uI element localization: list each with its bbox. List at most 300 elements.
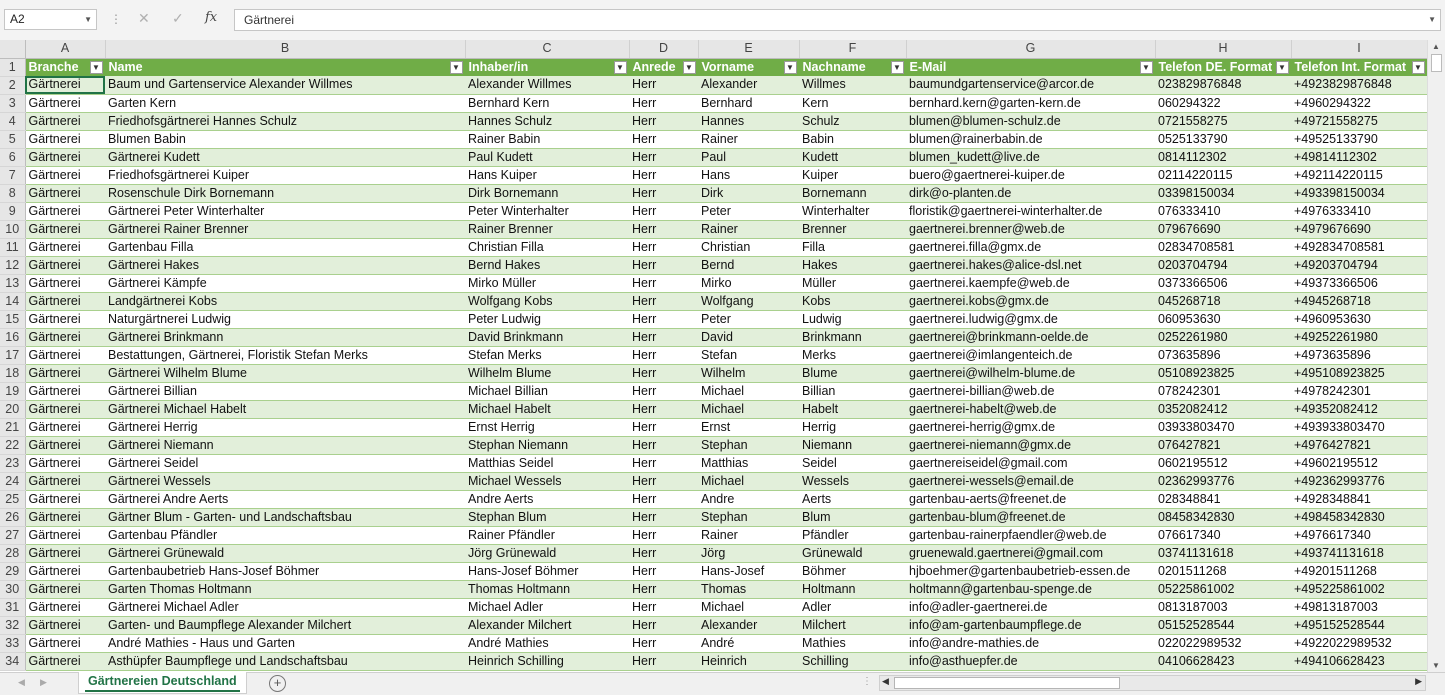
table-cell[interactable]: 073635896 [1155,346,1291,364]
table-cell[interactable]: 076333410 [1155,202,1291,220]
table-cell[interactable]: Wolfgang Kobs [465,292,629,310]
table-cell[interactable]: Stefan [698,346,799,364]
header-cell[interactable] [25,58,105,76]
table-cell[interactable]: Herr [629,202,698,220]
table-cell[interactable]: Gärtnerei [25,508,105,526]
table-cell[interactable]: Herr [629,562,698,580]
table-cell[interactable]: gaertnerei@wilhelm-blume.de [906,364,1155,382]
table-cell[interactable]: Gärtnerei [25,526,105,544]
table-cell[interactable]: Jörg Grünewald [465,544,629,562]
table-cell[interactable]: Baum und Gartenservice Alexander Willmes [105,76,465,94]
table-cell[interactable]: Aerts [799,490,906,508]
table-cell[interactable]: Gärtnerei [25,454,105,472]
table-cell[interactable]: gartenbau-blum@freenet.de [906,508,1155,526]
table-cell[interactable]: Holtmann [799,580,906,598]
table-cell[interactable]: +4922022989532 [1291,634,1427,652]
selected-cell[interactable]: Gärtnerei [25,76,105,94]
table-cell[interactable]: 05152528544 [1155,616,1291,634]
table-cell[interactable]: Alexander Milchert [465,616,629,634]
row-header[interactable]: 9 [0,202,25,220]
table-cell[interactable]: Michael [698,598,799,616]
table-cell[interactable]: Dirk [698,184,799,202]
table-cell[interactable]: Alexander Willmes [465,76,629,94]
tab-split-handle-icon[interactable]: ⋮ [862,676,872,687]
table-cell[interactable]: 05225861002 [1155,580,1291,598]
table-cell[interactable]: 076617340 [1155,526,1291,544]
table-cell[interactable]: Gärtnerei [25,328,105,346]
table-cell[interactable]: Merks [799,346,906,364]
cancel-icon[interactable]: ✕ [138,10,150,26]
table-cell[interactable]: +4973635896 [1291,346,1427,364]
row-header[interactable]: 17 [0,346,25,364]
table-cell[interactable]: info@am-gartenbaumpflege.de [906,616,1155,634]
table-cell[interactable]: Mathies [799,634,906,652]
table-cell[interactable]: +4976333410 [1291,202,1427,220]
select-all-corner[interactable] [0,40,25,58]
table-cell[interactable]: Gärtnerei [25,382,105,400]
table-cell[interactable]: Stephan Blum [465,508,629,526]
table-cell[interactable]: 03398150034 [1155,184,1291,202]
table-cell[interactable]: dirk@o-planten.de [906,184,1155,202]
table-cell[interactable]: Herr [629,274,698,292]
table-cell[interactable]: Blume [799,364,906,382]
table-cell[interactable]: David Brinkmann [465,328,629,346]
table-cell[interactable]: 0373366506 [1155,274,1291,292]
table-cell[interactable]: Milchert [799,616,906,634]
table-cell[interactable]: Seidel [799,454,906,472]
filter-dropdown-icon[interactable]: ▼ [784,61,797,74]
row-header[interactable]: 12 [0,256,25,274]
table-cell[interactable]: Friedhofsgärtnerei Hannes Schulz [105,112,465,130]
row-header[interactable]: 13 [0,274,25,292]
name-box[interactable] [4,9,97,30]
table-cell[interactable]: 03741131618 [1155,544,1291,562]
table-cell[interactable]: Gärtnerei [25,616,105,634]
table-cell[interactable]: Alexander [698,616,799,634]
table-cell[interactable]: +49203704794 [1291,256,1427,274]
table-cell[interactable]: Gärtnerei [25,634,105,652]
table-cell[interactable]: Wessels [799,472,906,490]
table-cell[interactable]: Herr [629,310,698,328]
column-header[interactable]: I [1291,40,1427,58]
table-cell[interactable]: Landgärtnerei Kobs [105,292,465,310]
table-cell[interactable]: 0203704794 [1155,256,1291,274]
table-cell[interactable]: 02114220115 [1155,166,1291,184]
table-cell[interactable]: 0721558275 [1155,112,1291,130]
table-cell[interactable]: Michael Wessels [465,472,629,490]
table-cell[interactable]: Gärtnerei [25,166,105,184]
table-cell[interactable]: +498458342830 [1291,508,1427,526]
table-cell[interactable]: Bernd Hakes [465,256,629,274]
table-cell[interactable]: Gärtnerei [25,418,105,436]
table-cell[interactable]: Gärtnerei [25,238,105,256]
table-cell[interactable]: Michael [698,400,799,418]
horizontal-scrollbar[interactable] [879,675,1426,691]
table-cell[interactable]: Gärtnerei Grünewald [105,544,465,562]
table-cell[interactable]: Gärtnerei [25,436,105,454]
table-cell[interactable]: gartenbau-rainerpfaendler@web.de [906,526,1155,544]
table-cell[interactable]: Hannes [698,112,799,130]
table-cell[interactable]: 079676690 [1155,220,1291,238]
table-cell[interactable]: +492114220115 [1291,166,1427,184]
table-cell[interactable]: Gärtnerei Wessels [105,472,465,490]
table-cell[interactable]: Wolfgang [698,292,799,310]
table-cell[interactable]: Michael Adler [465,598,629,616]
table-cell[interactable]: Herr [629,148,698,166]
table-cell[interactable]: Andre [698,490,799,508]
table-cell[interactable]: 028348841 [1155,490,1291,508]
table-cell[interactable]: Brenner [799,220,906,238]
header-cell[interactable] [1155,58,1291,76]
table-cell[interactable]: Rainer Babin [465,130,629,148]
table-cell[interactable]: Kobs [799,292,906,310]
table-cell[interactable]: 060953630 [1155,310,1291,328]
table-cell[interactable]: Asthüpfer Baumpflege und Landschaftsbau [105,652,465,670]
table-cell[interactable]: Michael Habelt [465,400,629,418]
table-cell[interactable]: Herr [629,130,698,148]
table-cell[interactable]: Bornemann [799,184,906,202]
insert-function-icon[interactable]: fx [205,10,218,25]
table-cell[interactable]: Gärtnerei [25,598,105,616]
table-cell[interactable]: David [698,328,799,346]
row-header[interactable]: 7 [0,166,25,184]
table-cell[interactable]: Herr [629,526,698,544]
table-cell[interactable]: Gärtner Blum - Garten- und Landschaftsbau [105,508,465,526]
scroll-right-icon[interactable]: ▶ [1415,676,1422,686]
table-cell[interactable]: Wilhelm Blume [465,364,629,382]
table-cell[interactable]: Gärtnerei Brinkmann [105,328,465,346]
table-cell[interactable]: Hannes Schulz [465,112,629,130]
table-cell[interactable]: Matthias Seidel [465,454,629,472]
row-header[interactable]: 15 [0,310,25,328]
table-cell[interactable]: Peter [698,202,799,220]
table-cell[interactable]: Paul Kudett [465,148,629,166]
table-cell[interactable]: Gärtnerei [25,346,105,364]
table-cell[interactable]: Herr [629,472,698,490]
table-cell[interactable]: Herr [629,256,698,274]
table-cell[interactable]: +4923829876848 [1291,76,1427,94]
table-cell[interactable]: Gärtnerei [25,490,105,508]
table-cell[interactable]: +49813187003 [1291,598,1427,616]
table-cell[interactable]: +49352082412 [1291,400,1427,418]
table-cell[interactable]: 076427821 [1155,436,1291,454]
table-cell[interactable]: Garten Thomas Holtmann [105,580,465,598]
table-cell[interactable]: Gärtnerei [25,652,105,670]
table-cell[interactable]: 023829876848 [1155,76,1291,94]
table-cell[interactable]: Herr [629,382,698,400]
table-cell[interactable]: Herr [629,166,698,184]
table-cell[interactable]: 045268718 [1155,292,1291,310]
table-cell[interactable]: Grünewald [799,544,906,562]
table-cell[interactable]: Friedhofsgärtnerei Kuiper [105,166,465,184]
table-cell[interactable]: Blum [799,508,906,526]
table-cell[interactable]: Babin [799,130,906,148]
table-cell[interactable]: Hans-Josef [698,562,799,580]
table-cell[interactable]: Hans Kuiper [465,166,629,184]
table-cell[interactable]: Gartenbaubetrieb Hans-Josef Böhmer [105,562,465,580]
chevron-down-icon[interactable]: ▼ [84,15,92,24]
table-cell[interactable]: Michael Billian [465,382,629,400]
header-cell[interactable] [465,58,629,76]
table-cell[interactable]: Gärtnerei [25,184,105,202]
row-header[interactable]: 20 [0,400,25,418]
table-cell[interactable]: Bernhard Kern [465,94,629,112]
table-cell[interactable]: Matthias [698,454,799,472]
row-header[interactable]: 2 [0,76,25,94]
table-cell[interactable]: Hans-Josef Böhmer [465,562,629,580]
row-header[interactable]: 32 [0,616,25,634]
table-cell[interactable]: Herr [629,580,698,598]
table-cell[interactable]: 0525133790 [1155,130,1291,148]
table-cell[interactable]: gaertnerei.brenner@web.de [906,220,1155,238]
table-cell[interactable]: Kudett [799,148,906,166]
table-cell[interactable]: Gärtnerei [25,94,105,112]
table-cell[interactable]: Filla [799,238,906,256]
table-cell[interactable]: Hans [698,166,799,184]
table-cell[interactable]: Gärtnerei [25,148,105,166]
add-sheet-icon[interactable]: + [269,675,286,692]
table-cell[interactable]: Christian [698,238,799,256]
table-cell[interactable]: Rainer [698,130,799,148]
table-cell[interactable]: Stephan [698,436,799,454]
table-cell[interactable]: gaertnerei.kaempfe@web.de [906,274,1155,292]
table-cell[interactable]: André [698,634,799,652]
table-cell[interactable]: Herr [629,112,698,130]
column-header[interactable]: G [906,40,1155,58]
row-header[interactable]: 31 [0,598,25,616]
table-cell[interactable]: gaertnerei-habelt@web.de [906,400,1155,418]
table-cell[interactable]: Rainer [698,220,799,238]
table-cell[interactable]: Gärtnerei Kudett [105,148,465,166]
table-cell[interactable]: Rainer Pfändler [465,526,629,544]
table-cell[interactable]: +492362993776 [1291,472,1427,490]
table-cell[interactable]: Thomas [698,580,799,598]
table-cell[interactable]: Herr [629,328,698,346]
table-cell[interactable]: Thomas Holtmann [465,580,629,598]
row-header[interactable]: 5 [0,130,25,148]
table-cell[interactable]: André Mathies - Haus und Garten [105,634,465,652]
table-cell[interactable]: floristik@gaertnerei-winterhalter.de [906,202,1155,220]
column-header[interactable]: D [629,40,698,58]
table-cell[interactable]: 03933803470 [1155,418,1291,436]
table-cell[interactable]: +4976427821 [1291,436,1427,454]
table-cell[interactable]: 08458342830 [1155,508,1291,526]
table-cell[interactable]: Dirk Bornemann [465,184,629,202]
table-cell[interactable]: gaertnerei.filla@gmx.de [906,238,1155,256]
table-cell[interactable]: Gärtnerei Kämpfe [105,274,465,292]
row-header[interactable]: 21 [0,418,25,436]
filter-dropdown-icon[interactable]: ▼ [1140,61,1153,74]
row-header[interactable]: 11 [0,238,25,256]
table-cell[interactable]: Gärtnerei [25,310,105,328]
table-cell[interactable]: Herr [629,364,698,382]
table-cell[interactable]: Michael [698,382,799,400]
table-cell[interactable]: +493933803470 [1291,418,1427,436]
column-header[interactable]: A [25,40,105,58]
table-cell[interactable]: Peter Winterhalter [465,202,629,220]
table-cell[interactable]: Brinkmann [799,328,906,346]
table-cell[interactable]: Jörg [698,544,799,562]
row-header[interactable]: 30 [0,580,25,598]
table-cell[interactable]: 02362993776 [1155,472,1291,490]
table-cell[interactable]: gaertnerei.ludwig@gmx.de [906,310,1155,328]
table-cell[interactable]: Winterhalter [799,202,906,220]
table-cell[interactable]: +4960953630 [1291,310,1427,328]
table-cell[interactable]: Billian [799,382,906,400]
table-cell[interactable]: gaertnereiseidel@gmail.com [906,454,1155,472]
row-header[interactable]: 16 [0,328,25,346]
table-cell[interactable]: bernhard.kern@garten-kern.de [906,94,1155,112]
table-cell[interactable]: Gärtnerei [25,292,105,310]
table-cell[interactable]: Gärtnerei [25,472,105,490]
filter-dropdown-icon[interactable]: ▼ [614,61,627,74]
table-cell[interactable]: blumen@rainerbabin.de [906,130,1155,148]
table-cell[interactable]: gaertnerei.hakes@alice-dsl.net [906,256,1155,274]
table-cell[interactable]: Gärtnerei Niemann [105,436,465,454]
table-cell[interactable]: Herr [629,508,698,526]
table-cell[interactable]: 060294322 [1155,94,1291,112]
table-cell[interactable]: Ernst Herrig [465,418,629,436]
table-cell[interactable]: Gärtnerei Hakes [105,256,465,274]
table-cell[interactable]: Stefan Merks [465,346,629,364]
horizontal-scroll-thumb[interactable] [894,677,1120,689]
table-cell[interactable]: Müller [799,274,906,292]
table-cell[interactable]: +4945268718 [1291,292,1427,310]
table-cell[interactable]: Gärtnerei Herrig [105,418,465,436]
row-header[interactable]: 23 [0,454,25,472]
table-cell[interactable]: Christian Filla [465,238,629,256]
table-cell[interactable]: Heinrich [698,652,799,670]
table-cell[interactable]: Schilling [799,652,906,670]
row-header[interactable]: 19 [0,382,25,400]
row-header[interactable]: 26 [0,508,25,526]
row-header[interactable]: 25 [0,490,25,508]
row-header[interactable]: 29 [0,562,25,580]
table-cell[interactable]: Herrig [799,418,906,436]
table-cell[interactable]: Herr [629,94,698,112]
table-cell[interactable]: Herr [629,634,698,652]
table-cell[interactable]: Herr [629,598,698,616]
table-cell[interactable]: Schulz [799,112,906,130]
row-header[interactable]: 22 [0,436,25,454]
table-cell[interactable]: Gärtnerei [25,562,105,580]
table-cell[interactable]: Gärtnerei [25,274,105,292]
table-cell[interactable]: Bernd [698,256,799,274]
table-cell[interactable]: gaertnerei-herrig@gmx.de [906,418,1155,436]
table-cell[interactable]: Gärtnerei [25,202,105,220]
table-cell[interactable]: Adler [799,598,906,616]
table-cell[interactable]: gaertnerei.kobs@gmx.de [906,292,1155,310]
table-cell[interactable]: Böhmer [799,562,906,580]
table-cell[interactable]: +4928348841 [1291,490,1427,508]
table-cell[interactable]: blumen_kudett@live.de [906,148,1155,166]
header-cell[interactable] [105,58,465,76]
table-cell[interactable]: Gärtnerei [25,580,105,598]
table-cell[interactable]: +4979676690 [1291,220,1427,238]
table-cell[interactable]: Peter Ludwig [465,310,629,328]
column-header[interactable]: E [698,40,799,58]
table-cell[interactable]: Herr [629,544,698,562]
scroll-left-icon[interactable]: ◀ [882,676,889,686]
table-cell[interactable]: Gärtnerei [25,400,105,418]
table-cell[interactable]: Habelt [799,400,906,418]
header-cell[interactable] [629,58,698,76]
table-cell[interactable]: Gärtnerei [25,130,105,148]
table-cell[interactable]: Pfändler [799,526,906,544]
row-header[interactable]: 6 [0,148,25,166]
table-cell[interactable]: Andre Aerts [465,490,629,508]
table-cell[interactable]: Mirko Müller [465,274,629,292]
table-cell[interactable]: Kuiper [799,166,906,184]
row-header[interactable]: 10 [0,220,25,238]
table-cell[interactable]: Gärtnerei Wilhelm Blume [105,364,465,382]
table-cell[interactable]: Mirko [698,274,799,292]
table-cell[interactable]: Bernhard [698,94,799,112]
table-cell[interactable]: Gärtnerei [25,544,105,562]
column-header[interactable]: H [1155,40,1291,58]
table-cell[interactable]: +49373366506 [1291,274,1427,292]
table-cell[interactable]: Herr [629,76,698,94]
table-cell[interactable]: +494106628423 [1291,652,1427,670]
table-cell[interactable]: 05108923825 [1155,364,1291,382]
table-cell[interactable]: Niemann [799,436,906,454]
table-cell[interactable]: gartenbau-aerts@freenet.de [906,490,1155,508]
table-cell[interactable]: Rosenschule Dirk Bornemann [105,184,465,202]
table-cell[interactable]: Gartenbau Pfändler [105,526,465,544]
table-cell[interactable]: +49602195512 [1291,454,1427,472]
table-cell[interactable]: Wilhelm [698,364,799,382]
table-cell[interactable]: blumen@blumen-schulz.de [906,112,1155,130]
table-cell[interactable]: gaertnerei-billian@web.de [906,382,1155,400]
next-sheet-icon[interactable]: ▶ [40,677,47,687]
table-cell[interactable]: +49721558275 [1291,112,1427,130]
table-cell[interactable]: André Mathies [465,634,629,652]
table-cell[interactable]: 0201511268 [1155,562,1291,580]
column-header[interactable]: B [105,40,465,58]
scroll-down-icon[interactable]: ▼ [1432,661,1440,670]
header-cell[interactable] [1291,58,1427,76]
table-cell[interactable]: Gärtnerei Rainer Brenner [105,220,465,238]
row-header[interactable]: 3 [0,94,25,112]
drag-handle-icon[interactable]: ⋮ [110,12,122,26]
table-cell[interactable]: +49525133790 [1291,130,1427,148]
table-cell[interactable]: +495108923825 [1291,364,1427,382]
row-header[interactable]: 33 [0,634,25,652]
table-cell[interactable]: +4960294322 [1291,94,1427,112]
table-cell[interactable]: buero@gaertnerei-kuiper.de [906,166,1155,184]
table-cell[interactable]: Gärtnerei Michael Adler [105,598,465,616]
table-cell[interactable]: Michael [698,472,799,490]
table-cell[interactable]: Herr [629,418,698,436]
table-cell[interactable]: Bestattungen, Gärtnerei, Floristik Stefan Merks [105,346,465,364]
table-cell[interactable]: Garten- und Baumpflege Alexander Milchert [105,616,465,634]
row-header[interactable]: 18 [0,364,25,382]
table-cell[interactable]: 022022989532 [1155,634,1291,652]
table-cell[interactable]: Peter [698,310,799,328]
filter-dropdown-icon[interactable]: ▼ [1276,61,1289,74]
table-cell[interactable]: Gärtnerei Billian [105,382,465,400]
table-cell[interactable]: Herr [629,238,698,256]
table-cell[interactable]: Herr [629,436,698,454]
table-cell[interactable]: Blumen Babin [105,130,465,148]
table-cell[interactable]: Garten Kern [105,94,465,112]
vertical-scrollbar[interactable] [1427,40,1445,672]
expand-formula-icon[interactable]: ▼ [1428,15,1436,24]
sheet-tab-active[interactable]: Gärtnereien Deutschland [78,672,247,694]
table-cell[interactable]: info@adler-gaertnerei.de [906,598,1155,616]
table-cell[interactable]: Herr [629,490,698,508]
table-cell[interactable]: 02834708581 [1155,238,1291,256]
